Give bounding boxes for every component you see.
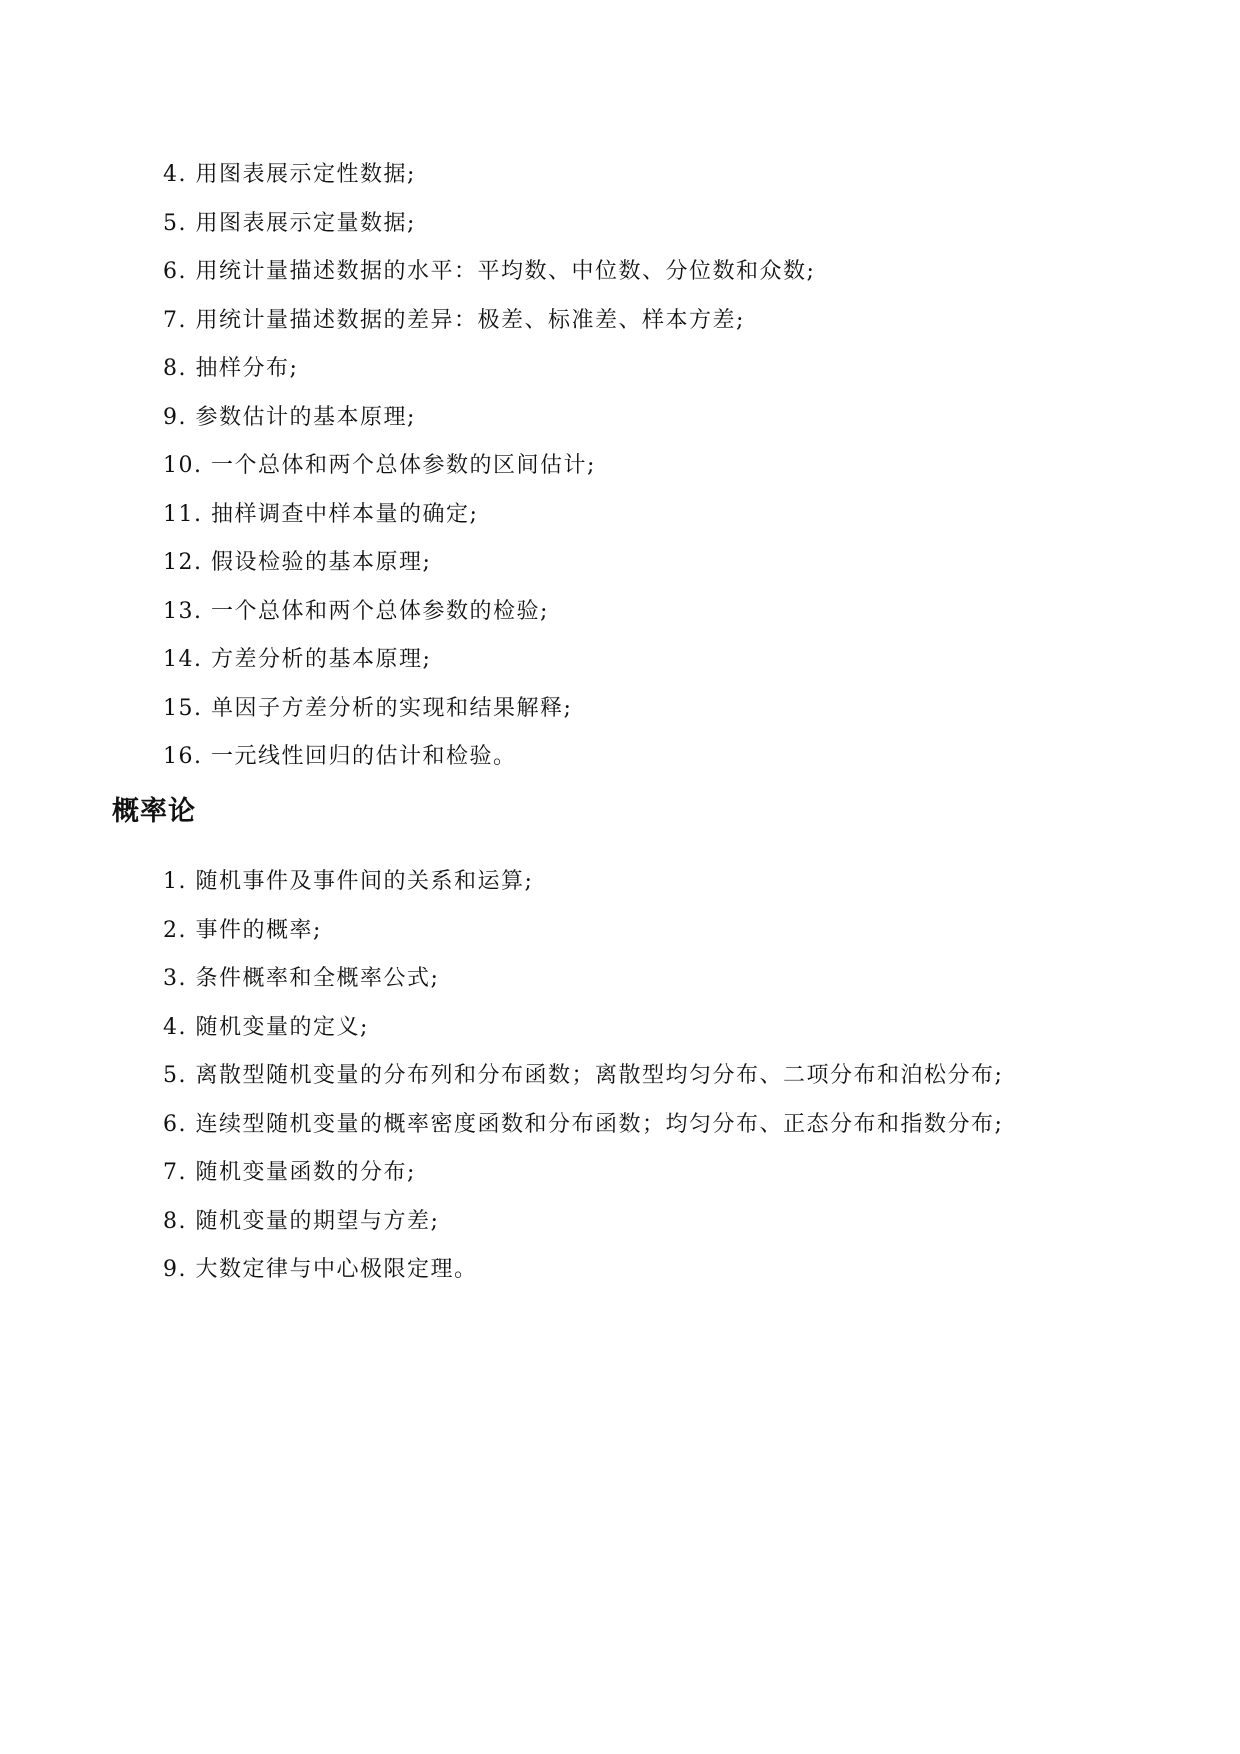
- statistics-topic-list: [163, 151, 815, 782]
- list-item: 3. 条件概率和全概率公式;: [163, 966, 440, 991]
- list-item: 7. 用统计量描述数据的差异：极差、标准差、样本方差;: [163, 307, 745, 333]
- list-item: 8. 抽样分布;: [163, 356, 299, 381]
- list-item: 15. 单因子方差分析的实现和结果解释;: [163, 695, 573, 721]
- list-item: 1. 随机事件及事件间的关系和运算;: [163, 869, 534, 894]
- list-item: 10. 一个总体和两个总体参数的区间估计;: [163, 453, 596, 478]
- probability-topic-list: [163, 858, 1003, 1295]
- list-item: 14. 方差分析的基本原理;: [163, 647, 432, 672]
- list-item: 6. 用统计量描述数据的水平：平均数、中位数、分位数和众数;: [163, 259, 816, 284]
- list-item: 4. 用图表展示定性数据;: [163, 162, 416, 187]
- list-item: 2. 事件的概率;: [163, 917, 322, 943]
- list-item: 6. 连续型随机变量的概率密度函数和分布函数；均匀分布、正态分布和指数分布;: [163, 1111, 1004, 1137]
- list-item: 13. 一个总体和两个总体参数的检验;: [163, 598, 549, 624]
- section-heading-probability: 概率论: [112, 796, 196, 827]
- list-item: 16. 一元线性回归的估计和检验。: [163, 744, 517, 769]
- list-item: 8. 随机变量的期望与方差;: [163, 1208, 440, 1234]
- list-item: 9. 参数估计的基本原理;: [163, 404, 416, 430]
- list-item: 11. 抽样调查中样本量的确定;: [163, 501, 479, 527]
- list-item: 9. 大数定律与中心极限定理。: [163, 1257, 478, 1282]
- list-item: 5. 离散型随机变量的分布列和分布函数；离散型均匀分布、二项分布和泊松分布;: [163, 1063, 1004, 1088]
- list-item: 7. 随机变量函数的分布;: [163, 1160, 416, 1185]
- list-item: 4. 随机变量的定义;: [163, 1014, 369, 1040]
- list-item: 5. 用图表展示定量数据;: [163, 210, 416, 236]
- list-item: 12. 假设检验的基本原理;: [163, 550, 432, 575]
